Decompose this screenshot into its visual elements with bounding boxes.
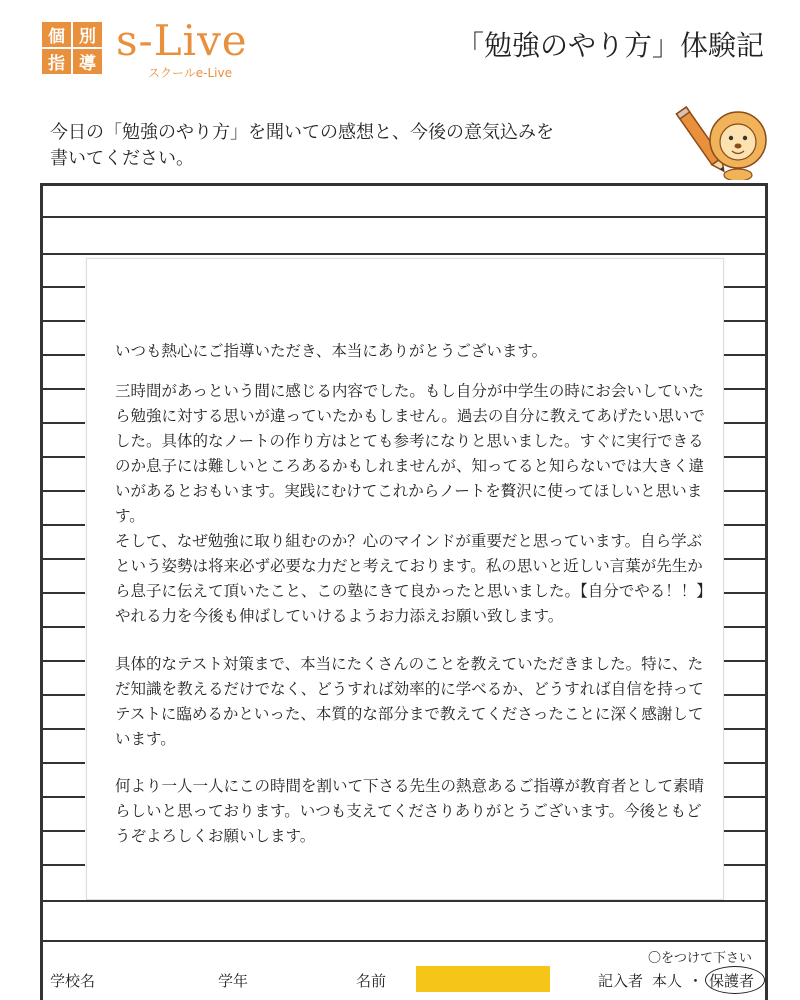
comment-paragraph-5: 何より一人一人にこの時間を割いて下さる先生の熱意あるご指導が教育者として素晴らしいと思っております。いつも支えてくださりありがとうございます。今後ともどうぞよろしくお願いします。 xyxy=(115,777,705,845)
logo-text: s-Live xyxy=(116,16,248,65)
comment-sheet xyxy=(86,258,724,900)
prompt-line-1: 今日の「勉強のやり方」を聞いての感想と、今後の意気込みを xyxy=(50,122,554,143)
logo-char: 指 xyxy=(42,49,71,74)
selection-circle xyxy=(705,966,765,994)
ruled-line xyxy=(43,216,765,218)
page-title: 「勉強のやり方」体験記 xyxy=(455,29,764,62)
logo-char: 導 xyxy=(73,49,102,74)
school-label: 学校名 xyxy=(50,972,96,990)
grade-label: 学年 xyxy=(218,972,249,990)
comment-paragraph-2: 三時間があっという間に感じる内容でした。もし自分が中学生の時にお会いしていたら勉強に対する思いが違っていたかもしません。過去の自分に教えてあげたい思いでした。具体的なノートの作り方はとても参考になりと思いました。すぐに実行できるのか息子には難しいところあるかもしれませんが、知ってると知らないでは大きく違いがあるとおもいます。実践にむけてこれからノートを贅沢に使ってほしいと思います。 xyxy=(115,382,705,525)
name-label: 名前 xyxy=(356,972,387,990)
comment-paragraph-3: そして、なぜ勉強に取り組むのか？心のマインドが重要だと思っています。自ら学ぶという姿勢は将来必ず必要な力だと考えております。私の思いと近しい言葉が先生から息子に伝えて頂いたこと、この塾にきて良かったと思いました。【自分でやる！！】やれる力を今後も伸ばしていけるようお力添えお願い致します。 xyxy=(115,532,705,625)
lion-mascot-icon xyxy=(672,100,772,180)
logo-mark xyxy=(42,22,102,74)
option-self: 本人 xyxy=(652,972,683,990)
ruled-line xyxy=(43,900,765,902)
logo-subtitle: スクールe-Live xyxy=(148,66,232,80)
option-guardian: 保護者 xyxy=(709,972,755,990)
instruction-note: 〇をつけて下さい xyxy=(648,951,753,966)
option-separator: ・ xyxy=(688,972,704,990)
prompt-text xyxy=(50,120,650,172)
comment-paragraph-4: 具体的なテスト対策まで、本当にたくさんのことを教えていただきました。特に、ただ知識を教えるだけでなく、どうすれば効率的に学べるか、どうすれば自信を持ってテストに臨めるかといった、本質的な部分まで教えてくださったことに深く感謝しています。 xyxy=(115,655,704,748)
name-redaction xyxy=(416,966,550,992)
comment-paragraph-1: いつも熱心にご指導いただき、本当にありがとうございます。 xyxy=(115,342,548,360)
logo-char: 個 xyxy=(42,22,71,47)
ruled-line xyxy=(43,253,765,255)
logo-char: 別 xyxy=(73,22,102,47)
ruled-line xyxy=(43,940,765,942)
writer-label: 記入者 xyxy=(598,972,644,990)
prompt-line-2: 書いてください。 xyxy=(50,148,194,169)
